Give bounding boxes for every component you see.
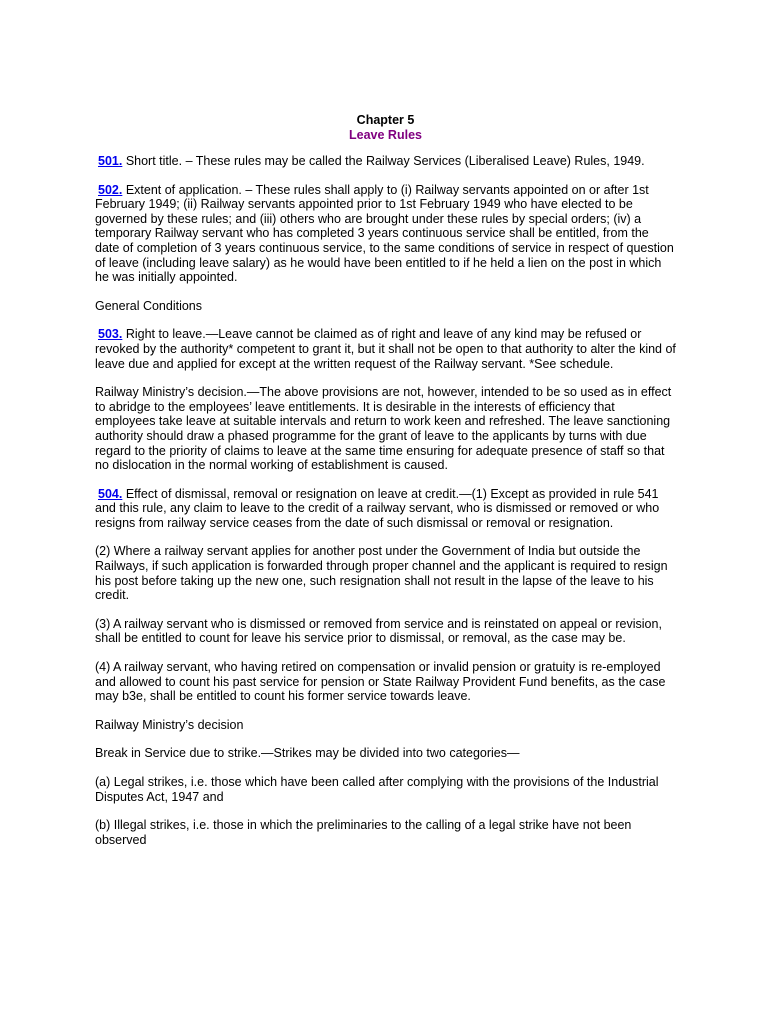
rule-504-clause-2: (2) Where a railway servant applies for another post under the Government of India but outside the Railways, if such application is forwarded through proper channel and the applicant is required to resign his post before taking up the new one, such resignation shall not result in the lapse of the leave to his credit. <box>95 544 668 603</box>
strike-category-b: (b) Illegal strikes, i.e. those in which the preliminaries to the calling of a legal strike have not been observed <box>95 818 632 847</box>
rule-504-text: Effect of dismissal, removal or resignation on leave at credit.—(1) Except as provided in rule 541 and this rule, any claim to leave to the credit of a railway servant, who is dismissed or removed or who resigns from railway service ceases from the date of such dismissal or removal or resignation. <box>95 486 660 530</box>
rule-501 <box>95 154 676 169</box>
rule-503 <box>95 327 676 371</box>
rule-502 <box>95 183 676 285</box>
rule-501-link[interactable]: 501. <box>98 154 123 168</box>
rule-504-clause-3: (3) A railway servant who is dismissed or removed from service and is reinstated on appeal or revision, shall be entitled to count for leave his service prior to dismissal, or removal, as the case may be. <box>95 616 662 646</box>
strike-category-a: (a) Legal strikes, i.e. those which have been called after complying with the provisions of the Industrial Disputes Act, 1947 and <box>95 775 659 804</box>
strike-intro: Break in Service due to strike.—Strikes may be divided into two categories— <box>95 746 520 761</box>
rule-504-link[interactable]: 504. <box>98 486 123 501</box>
rule-504 <box>95 487 676 531</box>
rule-504-clause-4: (4) A railway servant, who having retired on compensation or invalid pension or gratuity is re-employed and allowed to count his past service for pension or State Railway Provident Fund benefits, as the case may b3e, shall be entitled to count his former service towards leave. <box>95 660 666 704</box>
ministry-decision-heading: Railway Ministry’s decision <box>95 717 244 732</box>
rule-501-text: Short title. – These rules may be called the Railway Services (Liberalised Leave) Rules, 1949. <box>122 154 645 168</box>
rule-502-link[interactable]: 502. <box>98 182 123 197</box>
rule-503-text: Right to leave.—Leave cannot be claimed as of right and leave of any kind may be refused or revoked by the authority* competent to grant it, but it shall not be open to that authority to alter the kind of leave due and applied for except at the written request of the Railway servant. *See schedule. <box>95 327 676 371</box>
chapter-number: Chapter 5 <box>356 113 415 127</box>
rule-502-text: Extent of application. – These rules shall apply to (i) Railway servants appointed on or after 1st February 1949; (ii) Railway servants appointed prior to 1st February 1949 who have elected to be governed by these rules; and (iii) others who are brought under these rules by special orders; (iv) a temporary Railway servant who has completed 3 years continuous service shall be entitled, from the date of completion of 3 years continuous service, to the same conditions of service in respect of question of leave (including leave salary) as he would have been entitled to if he held a lien on the post in which he was initially appointed. <box>95 182 674 285</box>
ministry-decision-503: Railway Ministry’s decision.—The above provisions are not, however, intended to be so used as in effect to abridge to the employees’ leave entitlements. It is desirable in the interests of efficiency that employees take leave at suitable intervals and return to work keen and refreshed. The leave sanctioning authority should draw a phased programme for the grant of leave to the applicants by turns with due regard to the priority of claims to leave at the same time ensuring for adequate presence of staff so that no dislocation in the normal working of establishment is caused. <box>95 385 672 473</box>
rule-503-link[interactable]: 503. <box>98 327 123 342</box>
chapter-header <box>95 113 676 143</box>
general-conditions-heading: General Conditions <box>95 298 203 313</box>
chapter-title: Leave Rules <box>349 128 422 142</box>
